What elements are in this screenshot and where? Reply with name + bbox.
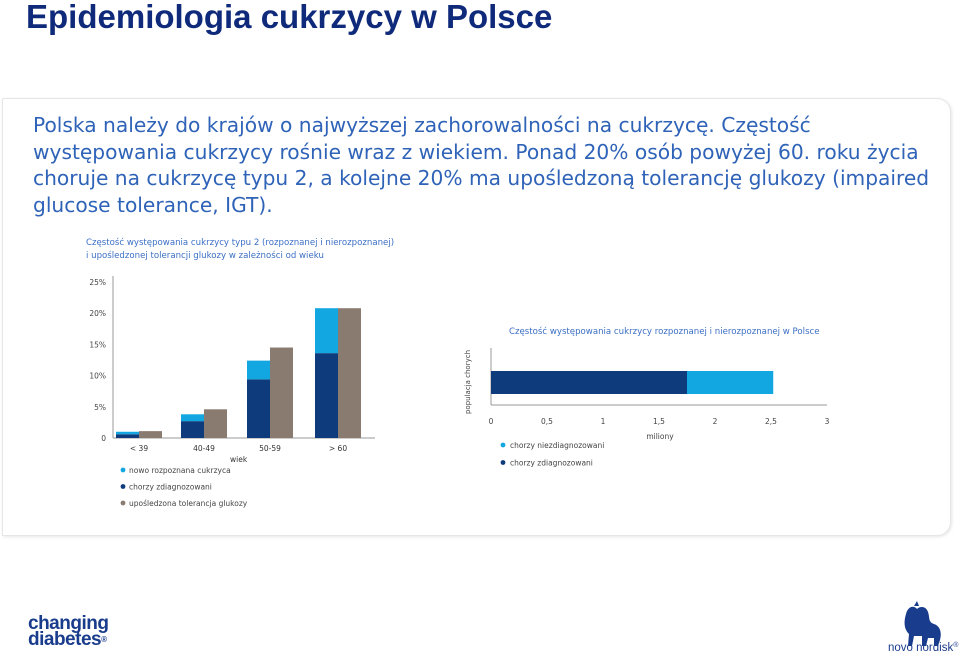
chart1-bar-igt-3 bbox=[338, 308, 361, 438]
chart2-xtick-label-0: 0 bbox=[488, 417, 494, 426]
chart1-bar-new-3 bbox=[315, 308, 338, 353]
logo-registered-mark: ® bbox=[101, 635, 107, 644]
chart1-bar-diagnosed-3 bbox=[315, 353, 338, 438]
chart1-legend-label-0: nowo rozpoznana cukrzyca bbox=[129, 465, 231, 475]
chart1-bar-new-1 bbox=[181, 414, 204, 421]
chart2-title: Częstość występowania cukrzycy rozpoznanej i nierozpoznanej w Polsce bbox=[509, 327, 820, 337]
chart2-y-axis-label: populacja chorych bbox=[464, 349, 472, 415]
logo-line-diabetes-text: diabetes bbox=[28, 629, 102, 650]
chart2-xtick-label-4: 2 bbox=[712, 417, 718, 426]
chart1-legend-marker-0 bbox=[121, 468, 126, 473]
chart1-category-label-3: > 60 bbox=[328, 444, 348, 453]
page-title: Epidemiologia cukrzycy w Polsce bbox=[26, 0, 553, 35]
chart1-legend-label-2: upośledzona tolerancja glukozy bbox=[129, 498, 248, 508]
chart1-bar-diagnosed-0 bbox=[116, 434, 139, 438]
chart2-legend-marker-1 bbox=[501, 460, 506, 465]
chart1-ytick-label-1: 5% bbox=[94, 402, 106, 412]
novo-nordisk-logo-text bbox=[888, 642, 958, 654]
chart1-x-axis-label: wiek bbox=[230, 455, 248, 464]
chart1-ytick-label-2: 10% bbox=[89, 371, 106, 381]
novo-nordisk-registered-mark: ® bbox=[953, 642, 959, 649]
chart2-legend-label-0: chorzy niezdiagnozowani bbox=[510, 440, 605, 450]
chart2-xtick-label-5: 2,5 bbox=[765, 417, 777, 426]
chart2-xtick-label-6: 3 bbox=[824, 417, 830, 426]
chart1-ytick-label-3: 15% bbox=[89, 340, 106, 350]
chart2-xtick-label-3: 1,5 bbox=[653, 417, 665, 426]
chart1-category-label-0: < 39 bbox=[129, 444, 149, 453]
logo-line-changing: changing bbox=[28, 613, 109, 634]
chart2-bar-0 bbox=[491, 371, 687, 394]
chart1-legend-marker-1 bbox=[121, 484, 126, 489]
chart2-legend-marker-0 bbox=[501, 443, 506, 448]
chart1-title-line-1: i upośledzonej tolerancji glukozy w zależności od wieku bbox=[86, 251, 324, 261]
chart1-ytick-label-4: 20% bbox=[89, 309, 106, 319]
chart1-category-label-1: 40-49 bbox=[193, 444, 215, 453]
chart1-bar-igt-0 bbox=[139, 431, 162, 438]
chart1-title-line-0: Częstość występowania cukrzycy typu 2 (rozpoznanej i nierozpoznanej) bbox=[86, 238, 395, 248]
chart1-ytick-label-5: 25% bbox=[89, 278, 106, 287]
chart1-legend-label-1: chorzy zdiagnozowani bbox=[129, 482, 212, 492]
chart1-ytick-label-0: 0 bbox=[101, 434, 106, 443]
chart1-bar-diagnosed-2 bbox=[247, 379, 270, 438]
chart2-bar-1 bbox=[687, 371, 773, 394]
logo-line-diabetes bbox=[28, 629, 108, 650]
chart2-x-axis-label: miliony bbox=[646, 432, 674, 441]
chart1-legend-marker-2 bbox=[121, 501, 126, 506]
chart1-bar-igt-1 bbox=[204, 409, 227, 438]
chart2-xtick-label-1: 0,5 bbox=[541, 417, 553, 426]
chart1-category-label-2: 50-59 bbox=[259, 444, 281, 453]
chart1-bar-igt-2 bbox=[270, 348, 293, 438]
novo-nordisk-name: novo nordisk bbox=[888, 642, 954, 654]
chart2-legend-label-1: chorzy zdiagnozowani bbox=[510, 458, 593, 468]
chart1-bar-new-2 bbox=[247, 361, 270, 380]
intro-text: Polska należy do krajów o najwyższej zachorowalności na cukrzycę. Częstość występowania cukrzycy rośnie wraz z wiekiem. Ponad 20% osób powyżej 60. roku życia choruje na cukrzycę typu 2, a kolejne 20% ma upośledzoną tolerancję glukozy (impaired glucose tolerance, IGT). bbox=[33, 113, 930, 217]
chart1-bar-new-0 bbox=[116, 432, 139, 434]
chart1-bar-diagnosed-1 bbox=[181, 421, 204, 438]
chart2-xtick-label-2: 1 bbox=[600, 417, 606, 426]
changing-diabetes-logo bbox=[28, 613, 109, 650]
